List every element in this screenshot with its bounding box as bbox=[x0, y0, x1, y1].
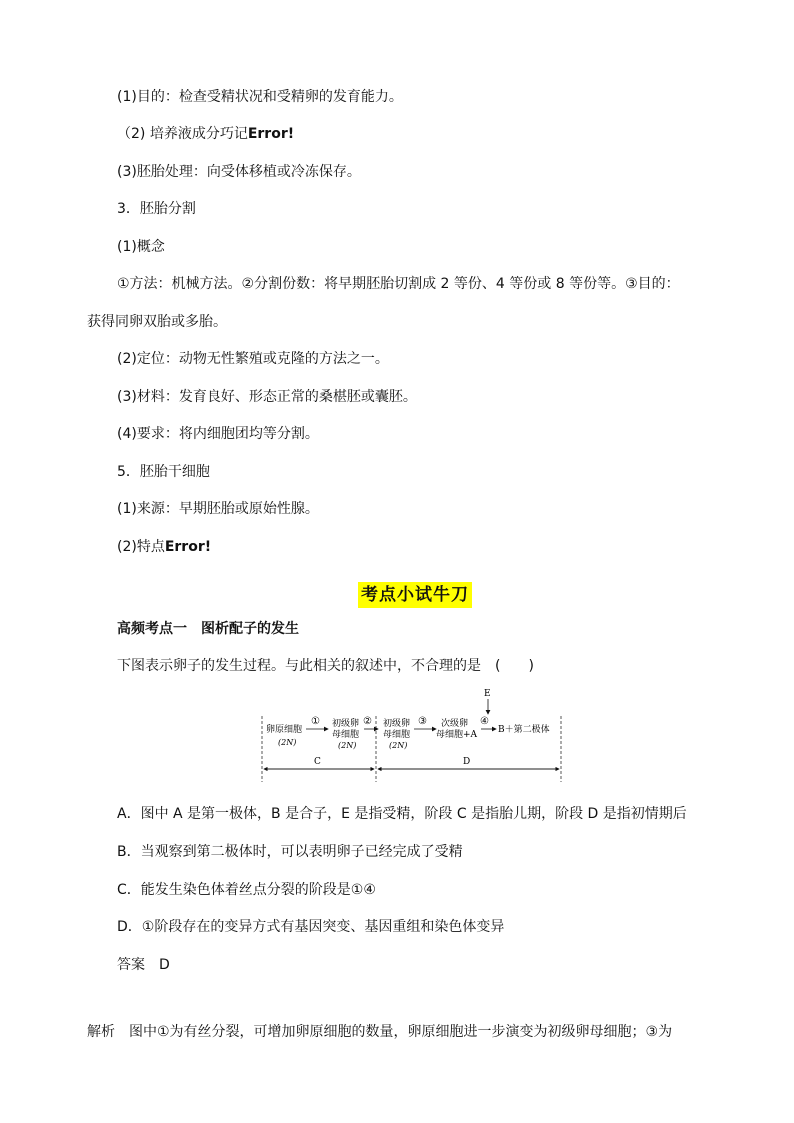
node-primary-oocyte-2a: 初级卵 bbox=[383, 719, 411, 729]
section-heading-5: 5．胚胎干细胞 bbox=[117, 464, 210, 480]
question-stem: 下图表示卵子的发生过程。与此相关的叙述中，不合理的是 ( ) bbox=[117, 658, 534, 674]
section-banner: 考点小试牛刀 bbox=[358, 582, 472, 608]
node-oogonium-ploidy: (2N) bbox=[278, 738, 297, 747]
stage-c-label: C bbox=[314, 757, 321, 767]
text-line-method: ①方法：机械方法。②分割份数：将早期胚胎切割成 2 等份、4 等份或 8 等份等。③目的： bbox=[117, 276, 680, 292]
text-line-concept: (1)概念 bbox=[117, 239, 165, 255]
node-result: B＋第二极体 bbox=[498, 725, 550, 735]
text-line-2 bbox=[117, 124, 294, 144]
text-line-feature bbox=[117, 537, 211, 557]
text-line-feature-label: (2)特点 bbox=[117, 539, 165, 555]
subheading: 高频考点一 图析配子的发生 bbox=[117, 621, 299, 637]
node-primary-oocyte-2-ploidy: (2N) bbox=[389, 741, 408, 750]
node-primary-oocyte-b: 母细胞 bbox=[332, 730, 360, 740]
label-e: E bbox=[484, 689, 491, 699]
error-text: Error! bbox=[247, 126, 295, 142]
option-a: A．图中 A 是第一极体，B 是合子，E 是指受精，阶段 C 是指胎儿期，阶段 D 是指初情期后 bbox=[117, 806, 687, 822]
step-2-label: ② bbox=[363, 716, 372, 727]
answer-line: 答案 D bbox=[117, 957, 170, 973]
text-line-3: (3)胚胎处理：向受体移植或冷冻保存。 bbox=[117, 164, 361, 180]
node-primary-oocyte-a: 初级卵 bbox=[332, 719, 360, 729]
node-secondary-oocyte-b: 母细胞+A bbox=[436, 730, 478, 740]
text-line-1: (1)目的：检查受精状况和受精卵的发育能力。 bbox=[117, 89, 403, 105]
text-line-material: (3)材料：发育良好、形态正常的桑椹胚或囊胚。 bbox=[117, 389, 417, 405]
node-primary-oocyte-2b: 母细胞 bbox=[383, 730, 411, 740]
text-line-2-label: （2) 培养液成分巧记 bbox=[117, 126, 248, 142]
text-line-requirement: (4)要求：将内细胞团均等分割。 bbox=[117, 426, 319, 442]
oogenesis-diagram bbox=[256, 686, 568, 786]
step-1-label: ① bbox=[311, 716, 320, 727]
node-secondary-oocyte-a: 次级卵 bbox=[441, 719, 469, 729]
node-oogonium: 卵原细胞 bbox=[266, 725, 303, 735]
section-heading-3: 3．胚胎分割 bbox=[117, 201, 196, 217]
text-line-method-cont: 获得同卵双胎或多胎。 bbox=[87, 314, 227, 330]
option-d: D．①阶段存在的变异方式有基因突变、基因重组和染色体变异 bbox=[117, 919, 505, 935]
step-3-label: ③ bbox=[418, 716, 427, 727]
stage-d-label: D bbox=[463, 757, 471, 767]
option-c: C．能发生染色体着丝点分裂的阶段是①④ bbox=[117, 882, 376, 898]
text-line-position: (2)定位：动物无性繁殖或克隆的方法之一。 bbox=[117, 351, 389, 367]
analysis-line: 解析 图中①为有丝分裂，可增加卵原细胞的数量，卵原细胞进一步演变为初级卵母细胞；③为 bbox=[87, 1024, 673, 1040]
text-line-source: (1)来源：早期胚胎或原始性腺。 bbox=[117, 501, 319, 517]
node-primary-oocyte-ploidy: (2N) bbox=[338, 741, 357, 750]
error-text-2: Error! bbox=[164, 539, 212, 555]
step-4-label: ④ bbox=[480, 716, 489, 727]
option-b: B．当观察到第二极体时，可以表明卵子已经完成了受精 bbox=[117, 844, 463, 860]
